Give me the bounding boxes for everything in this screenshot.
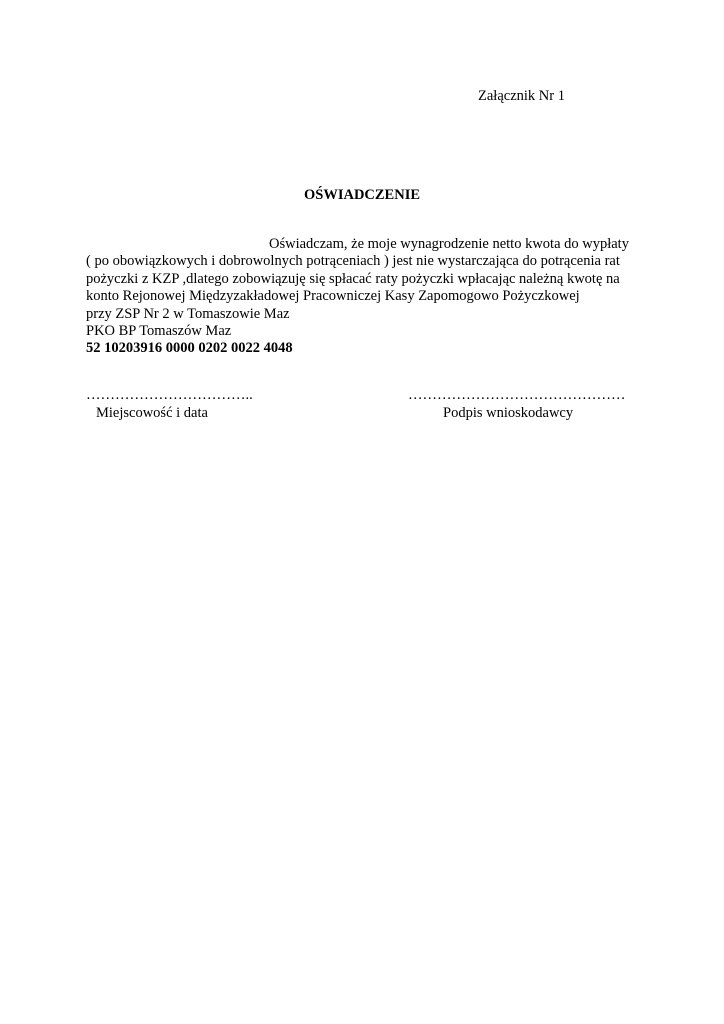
attachment-label: Załącznik Nr 1 <box>478 88 565 104</box>
statement-line-4: konto Rejonowej Międzyzakładowej Pracowniczej Kasy Zapomogowo Pożyczkowej <box>86 288 580 305</box>
statement-line-3: pożyczki z KZP ,dlatego zobowiązuję się spłacać raty pożyczki wpłacając należną kwotę na <box>86 270 620 287</box>
signature-label: Podpis wnioskodawcy <box>443 405 574 421</box>
place-date-dotted-line: …………………………….. <box>86 387 253 403</box>
statement-line-2: ( po obowiązkowych i dobrowolnych potrąceniach ) jest nie wystarczająca do potrącenia rat <box>86 253 620 270</box>
statement-body <box>86 236 646 358</box>
signature-dotted-line: ……………………………………… <box>408 387 626 403</box>
account-number: 52 10203916 0000 0202 0022 4048 <box>86 340 293 357</box>
place-date-label: Miejscowość i data <box>96 405 208 421</box>
place-date-signature-block <box>86 387 306 422</box>
statement-line-5: przy ZSP Nr 2 w Tomaszowie Maz <box>86 305 290 322</box>
statement-line-1: Oświadczam, że moje wynagrodzenie netto kwota do wypłaty <box>269 236 629 252</box>
applicant-signature-block <box>408 387 648 422</box>
bank-name-line: PKO BP Tomaszów Maz <box>86 323 232 340</box>
document-title: OŚWIADCZENIE <box>303 187 421 203</box>
